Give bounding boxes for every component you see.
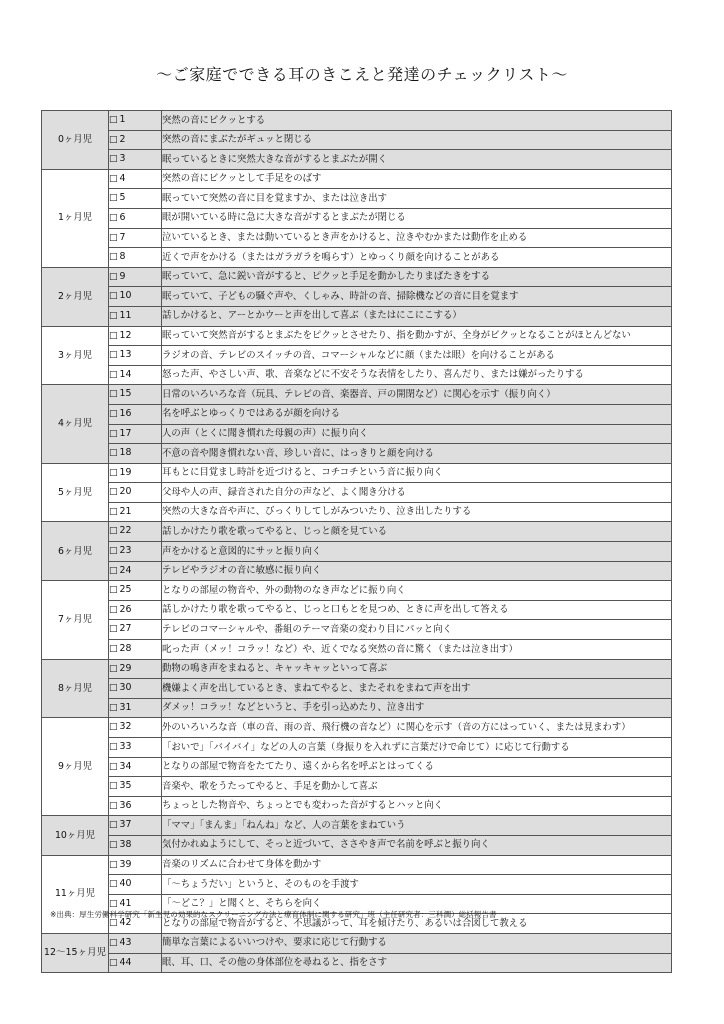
item-number-cell — [109, 620, 162, 640]
checkbox-icon[interactable]: □ — [109, 526, 118, 537]
item-number-cell — [109, 738, 162, 758]
item-number: 9 — [119, 270, 126, 282]
age-label: 9ヶ月児 — [42, 718, 109, 816]
item-text: 父母や人の声、録音された自分の声など、よく聞き分ける — [162, 483, 672, 503]
item-text: 簡単な言葉によるいいつけや、要求に応じて行動する — [162, 933, 672, 953]
item-text: 突然の大きな音や声に、びっくりしてしがみついたり、泣き出したりする — [162, 502, 672, 522]
item-number: 43 — [119, 936, 132, 948]
item-number-cell — [109, 228, 162, 248]
checklist-row — [42, 228, 672, 248]
item-number-cell — [109, 502, 162, 522]
checkbox-icon[interactable]: □ — [109, 212, 118, 223]
item-number-cell — [109, 385, 162, 405]
checklist-row — [42, 875, 672, 895]
item-text: 泣いているとき、または動いているとき声をかけると、泣きやむかまたは動作を止める — [162, 228, 672, 248]
checkbox-icon[interactable]: □ — [109, 546, 118, 557]
checklist-row — [42, 542, 672, 562]
checkbox-icon[interactable]: □ — [109, 879, 118, 890]
age-label: 12～15ヶ月児 — [42, 933, 109, 972]
checkbox-icon[interactable]: □ — [109, 742, 118, 752]
age-label: 8ヶ月児 — [42, 659, 109, 718]
item-number: 25 — [119, 584, 132, 596]
age-label: 0ヶ月児 — [42, 111, 109, 170]
checklist-row — [42, 326, 672, 346]
item-number-cell — [109, 404, 162, 424]
checklist-row — [42, 346, 672, 366]
age-label: 11ヶ月児 — [42, 855, 109, 933]
item-number: 10 — [119, 290, 132, 302]
item-text: 人の声（とくに聞き慣れた母親の声）に振り向く — [162, 424, 672, 444]
item-text: 突然の音にビクッとする — [162, 111, 672, 131]
item-number-cell — [109, 600, 162, 620]
item-number-cell — [109, 365, 162, 385]
checkbox-icon[interactable]: □ — [109, 330, 118, 341]
checklist-table — [41, 110, 672, 973]
source-footnote: ※出典：厚生労働科学研究「新生児の効果的なスクリーニング方法と療育体制に関する研究」班（主任研究者：三科潤）総括報告書 — [50, 910, 497, 919]
item-number-cell — [109, 835, 162, 855]
item-number-cell — [109, 698, 162, 718]
item-number: 15 — [119, 388, 132, 400]
item-number-cell — [109, 326, 162, 346]
item-number-cell — [109, 150, 162, 170]
item-number: 42 — [119, 917, 132, 929]
item-number: 38 — [119, 838, 132, 850]
checklist-row — [42, 130, 672, 150]
item-text: ラジオの音、テレビのスイッチの音、コマーシャルなどに顔（または眼）を向けることがある — [162, 346, 672, 366]
checkbox-icon[interactable]: □ — [109, 173, 118, 184]
age-label: 4ヶ月児 — [42, 385, 109, 463]
item-text: 眠っていて突然の音に目を覚ますか、または泣き出す — [162, 189, 672, 209]
checklist-row — [42, 933, 672, 953]
checklist-row — [42, 855, 672, 875]
item-number: 21 — [119, 505, 132, 517]
checkbox-icon[interactable]: □ — [109, 232, 118, 243]
item-text: テレビのコマーシャルや、番組のテーマ音楽の変わり目にパッと向く — [162, 620, 672, 640]
item-number: 29 — [119, 662, 132, 674]
checklist-row — [42, 738, 672, 758]
item-text: 眠っているときに突然大きな音がするとまぶたが開く — [162, 150, 672, 170]
checkbox-icon[interactable]: □ — [109, 624, 118, 635]
checklist-row — [42, 169, 672, 189]
item-number: 28 — [119, 643, 132, 655]
item-number-cell — [109, 208, 162, 228]
checkbox-icon[interactable]: □ — [109, 820, 118, 831]
item-number-cell — [109, 659, 162, 679]
item-number: 12 — [119, 329, 132, 341]
item-number: 8 — [119, 251, 126, 263]
checkbox-icon[interactable]: □ — [109, 115, 118, 125]
item-text: 声をかけると意図的にサッと振り向く — [162, 542, 672, 562]
item-text: 突然の音にまぶたがギュッと閉じる — [162, 130, 672, 150]
item-text: 耳もとに目覚まし時計を近づけると、コチコチという音に振り向く — [162, 463, 672, 483]
checkbox-icon[interactable]: □ — [109, 448, 118, 459]
checkbox-icon[interactable]: □ — [109, 702, 118, 713]
checkbox-icon[interactable]: □ — [109, 252, 118, 263]
age-label: 6ヶ月児 — [42, 522, 109, 581]
age-label: 2ヶ月児 — [42, 267, 109, 326]
item-text: 音楽のリズムに合わせて身体を動かす — [162, 855, 672, 875]
item-text: 眠っていて、子どもの騒ぐ声や、くしゃみ、時計の音、掃除機などの音に目を覚ます — [162, 287, 672, 307]
checklist-row — [42, 659, 672, 679]
item-number: 35 — [119, 780, 132, 792]
checkbox-icon[interactable]: □ — [109, 644, 118, 655]
item-text: 気付かれぬようにして、そっと近づいて、ささやき声で名前を呼ぶと振り向く — [162, 835, 672, 855]
checklist-row — [42, 306, 672, 326]
item-text: 機嫌よく声を出しているとき、まねてやると、またそれをまねて声を出す — [162, 679, 672, 699]
checklist-row — [42, 953, 672, 973]
item-text: 名を呼ぶとゆっくりではあるが顔を向ける — [162, 404, 672, 424]
item-number: 19 — [119, 466, 132, 478]
checkbox-icon[interactable]: □ — [109, 154, 118, 165]
item-text: 音楽や、歌をうたってやると、手足を動かして喜ぶ — [162, 777, 672, 797]
item-number: 32 — [119, 721, 132, 733]
checkbox-icon[interactable]: □ — [109, 683, 118, 694]
checklist-row — [42, 463, 672, 483]
age-label: 3ヶ月児 — [42, 326, 109, 385]
item-number: 26 — [119, 603, 132, 615]
item-number-cell — [109, 796, 162, 816]
checklist-row — [42, 502, 672, 522]
item-number-cell — [109, 816, 162, 836]
item-text: 動物の鳴き声をまねると、キャッキャッといって喜ぶ — [162, 659, 672, 679]
checkbox-icon[interactable]: □ — [109, 781, 118, 792]
checklist-row — [42, 718, 672, 738]
checklist-row — [42, 267, 672, 287]
item-number-cell — [109, 130, 162, 150]
checkbox-icon[interactable]: □ — [109, 428, 118, 439]
item-number: 36 — [119, 799, 132, 811]
item-number-cell — [109, 561, 162, 581]
checklist-row — [42, 581, 672, 601]
checklist-row — [42, 757, 672, 777]
item-number: 16 — [119, 407, 132, 419]
checkbox-icon[interactable]: □ — [109, 291, 118, 302]
checklist-row — [42, 796, 672, 816]
checkbox-icon[interactable]: □ — [109, 761, 118, 772]
item-text: 眠っていて、急に鋭い音がすると、ピクッと手足を動かしたりまばたきをする — [162, 267, 672, 287]
checklist-row — [42, 522, 672, 542]
checklist-row — [42, 483, 672, 503]
item-number: 20 — [119, 486, 132, 498]
item-number: 24 — [119, 564, 132, 576]
item-number-cell — [109, 346, 162, 366]
age-label: 5ヶ月児 — [42, 463, 109, 522]
checklist-row — [42, 385, 672, 405]
item-number: 11 — [119, 309, 132, 321]
item-number: 40 — [119, 878, 132, 890]
checklist-row — [42, 561, 672, 581]
checkbox-icon[interactable]: □ — [109, 193, 118, 204]
item-text: 突然の音にビクッとして手足をのばす — [162, 169, 672, 189]
item-text: 「～ちょうだい」というと、そのものを手渡す — [162, 875, 672, 895]
item-text: 「おいで」「バイバイ」などの人の言葉（身振りを入れずに言葉だけで命じて）に応じて行動する — [162, 738, 672, 758]
item-number-cell — [109, 522, 162, 542]
item-number-cell — [109, 444, 162, 464]
checklist-row — [42, 111, 672, 131]
checkbox-icon[interactable]: □ — [109, 937, 118, 948]
item-number: 34 — [119, 760, 132, 772]
item-text: 眼、耳、口、その他の身体部位を尋ねると、指をさす — [162, 953, 672, 973]
item-text: 「～どこ？」と聞くと、そちらを向く — [162, 894, 672, 914]
item-text: ダメッ！コラッ！などというと、手を引っ込めたり、泣き出す — [162, 698, 672, 718]
checkbox-icon[interactable]: □ — [109, 918, 118, 929]
item-number-cell — [109, 542, 162, 562]
item-number: 27 — [119, 623, 132, 635]
checkbox-icon[interactable]: □ — [109, 369, 118, 380]
item-number: 3 — [119, 153, 126, 165]
item-number: 13 — [119, 349, 132, 361]
item-text: となりの部屋で物音がすると、不思議がって、耳を傾けたり、あるいは合図して教える — [162, 914, 672, 934]
item-number-cell — [109, 757, 162, 777]
checkbox-icon[interactable]: □ — [109, 839, 118, 850]
item-number: 30 — [119, 682, 132, 694]
item-number-cell — [109, 679, 162, 699]
checkbox-icon[interactable]: □ — [109, 310, 118, 321]
item-number: 4 — [119, 172, 126, 184]
item-number-cell — [109, 875, 162, 895]
checklist-row — [42, 248, 672, 268]
item-text: 話しかけると、アーとかウーと声を出して喜ぶ（またはにこにこする） — [162, 306, 672, 326]
age-label: 10ヶ月児 — [42, 816, 109, 855]
item-number: 33 — [119, 741, 132, 752]
checkbox-icon[interactable]: □ — [109, 467, 118, 478]
item-number: 1 — [119, 114, 126, 125]
checklist-row — [42, 424, 672, 444]
checklist-row — [42, 835, 672, 855]
checklist-row — [42, 189, 672, 209]
checklist-row — [42, 365, 672, 385]
checkbox-icon[interactable]: □ — [109, 898, 118, 909]
checklist-row — [42, 777, 672, 797]
item-number: 5 — [119, 192, 126, 204]
item-text: 話しかけたり歌を歌ってやると、じっと顔を見ている — [162, 522, 672, 542]
item-text: テレビやラジオの音に敏感に振り向く — [162, 561, 672, 581]
item-text: 日常のいろいろな音（玩具、テレビの音、楽器音、戸の開閉など）に関心を示す（振り向く） — [162, 385, 672, 405]
item-number: 18 — [119, 447, 132, 459]
item-number: 6 — [119, 211, 126, 223]
item-number-cell — [109, 189, 162, 209]
checkbox-icon[interactable]: □ — [109, 271, 118, 282]
item-number: 37 — [119, 819, 132, 831]
item-number-cell — [109, 777, 162, 797]
item-number-cell — [109, 483, 162, 503]
checkbox-icon[interactable]: □ — [109, 408, 118, 419]
item-number: 7 — [119, 231, 126, 243]
checklist-row — [42, 679, 672, 699]
item-text: 近くで声をかける（またはガラガラを鳴らす）とゆっくり顔を向けることがある — [162, 248, 672, 268]
item-text: 話しかけたり歌を歌ってやると、じっと口もとを見つめ、ときに声を出して答える — [162, 600, 672, 620]
item-number: 2 — [119, 133, 126, 145]
checkbox-icon[interactable]: □ — [109, 506, 118, 517]
checklist-row — [42, 600, 672, 620]
checklist-row — [42, 620, 672, 640]
item-text: 不意の音や聞き慣れない音、珍しい音に、はっきりと顔を向ける — [162, 444, 672, 464]
checkbox-icon[interactable]: □ — [109, 859, 118, 870]
item-text: 「ママ」「まんま」「ねんね」など、人の言葉をまねていう — [162, 816, 672, 836]
item-number: 14 — [119, 368, 132, 380]
checklist-row — [42, 287, 672, 307]
checklist-row — [42, 150, 672, 170]
checkbox-icon[interactable]: □ — [109, 604, 118, 615]
item-number-cell — [109, 953, 162, 973]
checkbox-icon[interactable]: □ — [109, 663, 118, 674]
checklist-row — [42, 404, 672, 424]
item-text: 眠っていて突然音がするとまぶたをピクッとさせたり、指を動かすが、全身がビクッとなることがほとんどない — [162, 326, 672, 346]
checklist-row — [42, 208, 672, 228]
page-title: ～ご家庭でできる耳のきこえと発達のチェックリスト～ — [156, 65, 568, 84]
item-text: 眼が開いている時に急に大きな音がするとまぶたが閉じる — [162, 208, 672, 228]
checklist-row — [42, 444, 672, 464]
checkbox-icon[interactable]: □ — [109, 389, 118, 400]
item-text: 怒った声、やさしい声、歌、音楽などに不安そうな表情をしたり、喜んだり、または嫌がったりする — [162, 365, 672, 385]
item-text: ちょっとした物音や、ちょっとでも変わった音がするとハッと向く — [162, 796, 672, 816]
item-number-cell — [109, 640, 162, 660]
age-label: 7ヶ月児 — [42, 581, 109, 659]
item-number-cell — [109, 463, 162, 483]
item-number-cell — [109, 306, 162, 326]
checklist-row — [42, 698, 672, 718]
item-number: 44 — [119, 956, 132, 968]
item-number: 39 — [119, 858, 132, 870]
item-number: 31 — [119, 701, 132, 713]
item-number-cell — [109, 287, 162, 307]
item-number-cell — [109, 581, 162, 601]
item-number-cell — [109, 248, 162, 268]
checkbox-icon[interactable]: □ — [109, 350, 118, 361]
item-number: 41 — [119, 897, 132, 909]
item-number-cell — [109, 267, 162, 287]
item-number-cell — [109, 424, 162, 444]
item-number-cell — [109, 933, 162, 953]
checkbox-icon[interactable]: □ — [109, 957, 118, 968]
checkbox-icon[interactable]: □ — [109, 565, 118, 576]
checkbox-icon[interactable]: □ — [109, 487, 118, 498]
checkbox-icon[interactable]: □ — [109, 585, 118, 596]
item-text: 外のいろいろな音（車の音、雨の音、飛行機の音など）に関心を示す（音の方にはっていく、または見まわす） — [162, 718, 672, 738]
item-number-cell — [109, 111, 162, 131]
checkbox-icon[interactable]: □ — [109, 134, 118, 145]
item-text: となりの部屋で物音をたてたり、遠くから名を呼ぶとはってくる — [162, 757, 672, 777]
checklist-row — [42, 640, 672, 660]
item-number: 17 — [119, 427, 132, 439]
item-number-cell — [109, 169, 162, 189]
item-number-cell — [109, 855, 162, 875]
age-label: 1ヶ月児 — [42, 169, 109, 267]
item-text: となりの部屋の物音や、外の動物のなき声などに振り向く — [162, 581, 672, 601]
item-text: 叱った声（メッ！コラッ！など）や、近くでなる突然の音に驚く（または泣き出す） — [162, 640, 672, 660]
checkbox-icon[interactable]: □ — [109, 722, 118, 733]
item-number: 22 — [119, 525, 132, 537]
checklist-body — [42, 111, 672, 973]
checkbox-icon[interactable]: □ — [109, 800, 118, 811]
item-number: 23 — [119, 545, 132, 557]
item-number-cell — [109, 718, 162, 738]
checklist-row — [42, 816, 672, 836]
